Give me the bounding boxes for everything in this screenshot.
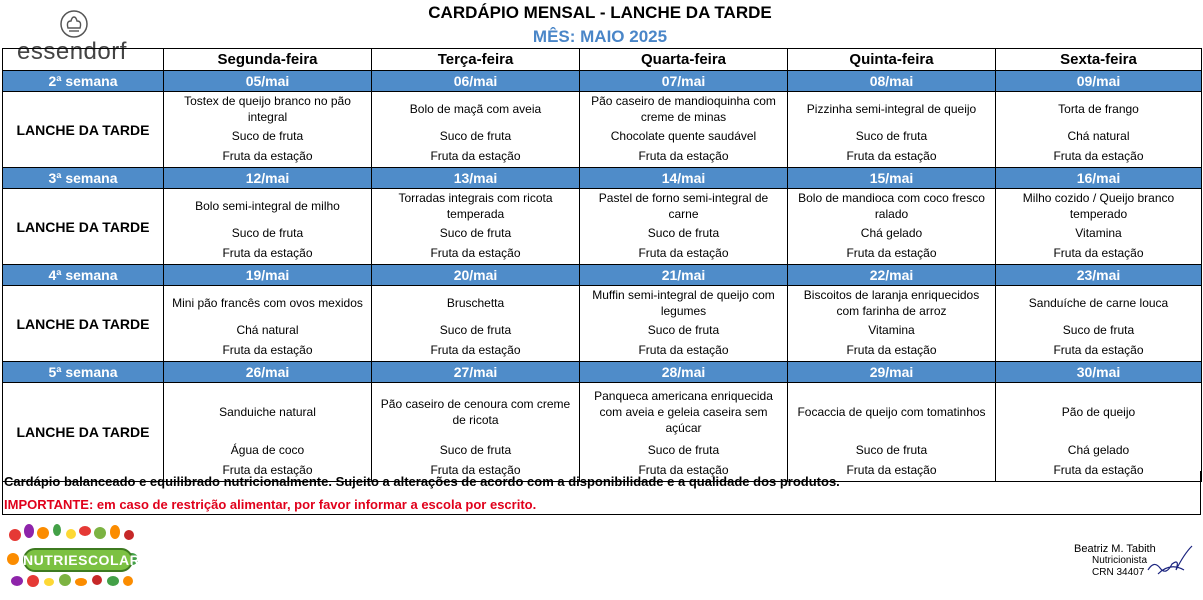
header-corner: [3, 49, 164, 71]
menu-item-drink: Água de coco: [230, 443, 305, 457]
menu-item-drink: Chá gelado: [860, 226, 923, 240]
date-cell: 23/mai: [996, 265, 1202, 286]
week-label: 5ª semana: [3, 362, 164, 383]
menu-item-main: Pão caseiro de mandioquinha com creme de minas: [591, 94, 776, 124]
menu-cell: [164, 383, 372, 482]
meal-label: LANCHE DA TARDE: [3, 286, 164, 362]
page-title: CARDÁPIO MENSAL - LANCHE DA TARDE: [428, 3, 772, 22]
page-subtitle: MÊS: MAIO 2025: [532, 27, 668, 46]
menu-item-fruit: Fruta da estação: [846, 343, 937, 357]
date-cell: 05/mai: [164, 71, 372, 92]
date-cell: 12/mai: [164, 168, 372, 189]
menu-item-main: Pastel de forno semi-integral de carne: [598, 191, 769, 221]
menu-item-fruit: Fruta da estação: [222, 246, 313, 260]
menu-item-main: Tostex de queijo branco no pão integral: [184, 94, 351, 124]
week-header-row: [3, 71, 1202, 92]
menu-item-drink: Suco de fruta: [647, 226, 720, 240]
menu-item-drink: Suco de fruta: [231, 226, 304, 240]
meal-label: LANCHE DA TARDE: [3, 189, 164, 265]
week-label: 4ª semana: [3, 265, 164, 286]
menu-item-main: Milho cozido / Queijo branco temperado: [1022, 191, 1175, 221]
menu-item-main: Mini pão francês com ovos mexidos: [172, 296, 363, 310]
date-cell: 09/mai: [996, 71, 1202, 92]
day-header: Sexta-feira: [996, 49, 1202, 71]
menu-item-drink: Suco de fruta: [439, 443, 512, 457]
handwritten-signature: [1140, 540, 1200, 580]
menu-item-drink: Suco de fruta: [439, 226, 512, 240]
menu-item-drink: Chá natural: [1067, 129, 1130, 143]
menu-item-fruit: Fruta da estação: [1053, 343, 1144, 357]
date-cell: 21/mai: [580, 265, 788, 286]
menu-cell: [996, 189, 1202, 265]
menu-cell: [788, 189, 996, 265]
menu-cell: [372, 383, 580, 482]
footer-note: Cardápio balanceado e equilibrado nutricionalmente. Sujeito a alterações de acordo com a disponibilidade e a qualidade dos produtos.: [4, 474, 840, 489]
menu-item-fruit: Fruta da estação: [430, 343, 521, 357]
date-cell: 28/mai: [580, 362, 788, 383]
week-label: 3ª semana: [3, 168, 164, 189]
date-cell: 19/mai: [164, 265, 372, 286]
meal-label: LANCHE DA TARDE: [3, 383, 164, 482]
menu-cell: [580, 92, 788, 168]
menu-item-main: Bolo de maçã com aveia: [409, 102, 542, 116]
date-cell: 29/mai: [788, 362, 996, 383]
date-cell: 08/mai: [788, 71, 996, 92]
menu-cell: [788, 92, 996, 168]
menu-item-drink: Chá gelado: [1067, 443, 1130, 457]
menu-item-main: Panqueca americana enriquecida com aveia e geleia caseira sem açúcar: [594, 388, 773, 435]
week-header-row: [3, 265, 1202, 286]
meal-label: LANCHE DA TARDE: [3, 92, 164, 168]
meal-row: [3, 383, 1202, 482]
menu-item-fruit: Fruta da estação: [638, 343, 729, 357]
day-header: Quinta-feira: [788, 49, 996, 71]
menu-cell: [580, 286, 788, 362]
chef-hat-icon: [60, 10, 88, 40]
signature-crn: CRN 34407: [1092, 567, 1145, 578]
menu-item-drink: Suco de fruta: [1062, 323, 1135, 337]
menu-item-drink: Chá natural: [236, 323, 299, 337]
menu-table: [2, 48, 1202, 482]
menu-cell: [164, 92, 372, 168]
signature-name: Beatriz M. Tabith: [1074, 543, 1156, 555]
menu-item-fruit: Fruta da estação: [430, 149, 521, 163]
menu-item-fruit: Fruta da estação: [222, 149, 313, 163]
menu-cell: [372, 92, 580, 168]
menu-item-drink: Vitamina: [868, 323, 915, 337]
meal-row: [3, 286, 1202, 362]
important-note: IMPORTANTE: em caso de restrição alimentar, por favor informar a escola por escrito.: [4, 497, 537, 512]
menu-cell: [580, 189, 788, 265]
menu-item-main: Bolo semi-integral de milho: [195, 199, 340, 213]
menu-item-drink: Suco de fruta: [647, 443, 720, 457]
menu-item-fruit: Fruta da estação: [846, 463, 937, 477]
menu-cell: [372, 286, 580, 362]
date-cell: 16/mai: [996, 168, 1202, 189]
menu-item-fruit: Fruta da estação: [222, 463, 313, 477]
day-header: Terça-feira: [372, 49, 580, 71]
menu-item-main: Biscoitos de laranja enriquecidos com farinha de arroz: [803, 288, 980, 318]
menu-item-main: Pão de queijo: [1061, 404, 1136, 419]
menu-cell: [788, 286, 996, 362]
menu-item-main: Torta de frango: [1058, 102, 1139, 116]
menu-item-fruit: Fruta da estação: [222, 343, 313, 357]
menu-item-main: Muffin semi-integral de queijo com legumes: [592, 288, 775, 318]
menu-item-main: Pizzinha semi-integral de queijo: [806, 102, 977, 116]
date-cell: 27/mai: [372, 362, 580, 383]
menu-item-fruit: Fruta da estação: [430, 246, 521, 260]
menu-item-fruit: Fruta da estação: [1053, 463, 1144, 477]
day-header-row: [3, 49, 1202, 71]
menu-item-fruit: Fruta da estação: [1053, 246, 1144, 260]
nutriescolar-label: NUTRIESCOLAR: [23, 552, 141, 568]
menu-item-fruit: Fruta da estação: [846, 149, 937, 163]
week-header-row: [3, 362, 1202, 383]
menu-item-fruit: Fruta da estação: [638, 149, 729, 163]
menu-item-main: Sanduiche natural: [219, 404, 316, 419]
menu-item-drink: Suco de fruta: [439, 323, 512, 337]
meal-row: [3, 92, 1202, 168]
date-cell: 13/mai: [372, 168, 580, 189]
menu-item-fruit: Fruta da estação: [846, 246, 937, 260]
menu-item-fruit: Fruta da estação: [638, 463, 729, 477]
menu-cell: [164, 189, 372, 265]
menu-cell: [788, 383, 996, 482]
date-cell: 30/mai: [996, 362, 1202, 383]
menu-item-drink: Suco de fruta: [439, 129, 512, 143]
menu-item-drink: Vitamina: [1075, 226, 1122, 240]
date-cell: 15/mai: [788, 168, 996, 189]
menu-cell: [372, 189, 580, 265]
week-label: 2ª semana: [3, 71, 164, 92]
menu-item-main: Torradas integrais com ricota temperada: [398, 191, 553, 221]
menu-item-main: Bruschetta: [446, 296, 505, 310]
menu-item-fruit: Fruta da estação: [638, 246, 729, 260]
menu-cell: [580, 383, 788, 482]
date-cell: 22/mai: [788, 265, 996, 286]
menu-item-drink: Suco de fruta: [647, 323, 720, 337]
menu-cell: [164, 286, 372, 362]
menu-item-main: Bolo de mandioca com coco fresco ralado: [798, 191, 985, 221]
signature-role: Nutricionista: [1092, 555, 1148, 566]
menu-item-drink: Suco de fruta: [855, 443, 928, 457]
date-cell: 07/mai: [580, 71, 788, 92]
menu-cell: [996, 92, 1202, 168]
date-cell: 06/mai: [372, 71, 580, 92]
menu-item-fruit: Fruta da estação: [1053, 149, 1144, 163]
day-header: Segunda-feira: [164, 49, 372, 71]
menu-item-drink: Chocolate quente saudável: [610, 129, 757, 143]
week-header-row: [3, 168, 1202, 189]
menu-item-fruit: Fruta da estação: [430, 463, 521, 477]
menu-item-drink: Suco de fruta: [855, 129, 928, 143]
menu-cell: [996, 286, 1202, 362]
menu-item-drink: Suco de fruta: [231, 129, 304, 143]
brand-name: essendorf: [17, 38, 127, 65]
meal-row: [3, 189, 1202, 265]
date-cell: 20/mai: [372, 265, 580, 286]
date-cell: 14/mai: [580, 168, 788, 189]
menu-item-main: Focaccia de queijo com tomatinhos: [797, 404, 986, 419]
menu-item-main: Pão caseiro de cenoura com creme de ricota: [380, 396, 571, 427]
menu-item-main: Sanduíche de carne louca: [1028, 296, 1169, 310]
menu-cell: [996, 383, 1202, 482]
day-header: Quarta-feira: [580, 49, 788, 71]
date-cell: 26/mai: [164, 362, 372, 383]
